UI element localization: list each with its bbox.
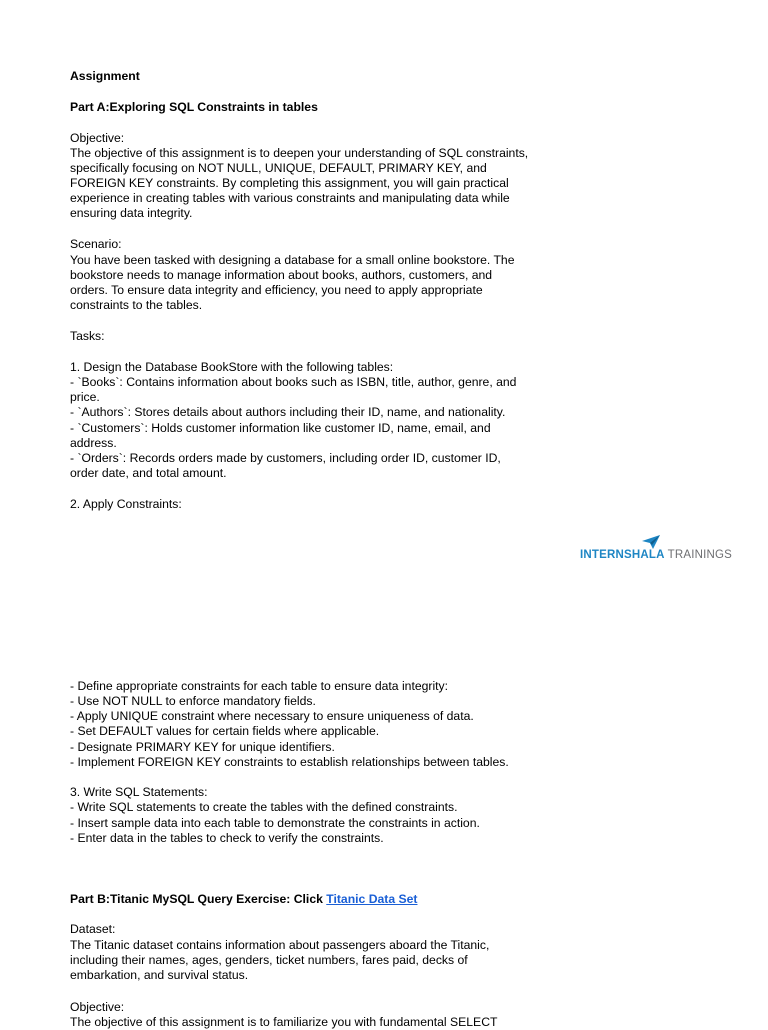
task1-line: price. <box>70 390 100 404</box>
part-b-heading <box>70 892 417 907</box>
objective-line: specifically focusing on NOT NULL, UNIQUE, DEFAULT, PRIMARY KEY, and <box>70 161 487 175</box>
task2-label: 2. Apply Constraints: <box>70 497 182 511</box>
task1-line: 1. Design the Database BookStore with the following tables: <box>70 360 394 374</box>
part-a-heading: Part A:Exploring SQL Constraints in tables <box>70 100 318 114</box>
dataset-line: including their names, ages, genders, ticket numbers, fares paid, decks of <box>70 953 468 967</box>
task2-line: - Implement FOREIGN KEY constraints to establish relationships between tables. <box>70 755 509 769</box>
part-b-heading-text: Part B:Titanic MySQL Query Exercise: Click <box>70 892 327 906</box>
task1-line: - `Books`: Contains information about books such as ISBN, title, author, genre, and <box>70 375 517 389</box>
titanic-dataset-link[interactable]: Titanic Data Set <box>326 892 418 906</box>
task3-line: 3. Write SQL Statements: <box>70 785 208 799</box>
objective-line: experience in creating tables with various constraints and manipulating data while <box>70 191 510 205</box>
scenario-line: bookstore needs to manage information about books, authors, customers, and <box>70 268 493 282</box>
task1-line: order date, and total amount. <box>70 466 227 480</box>
objective-label: Objective: <box>70 131 125 145</box>
part-b-objective-line: The objective of this assignment is to familiarize you with fundamental SELECT <box>70 1015 498 1029</box>
task2-line: - Define appropriate constraints for each table to ensure data integrity: <box>70 679 449 693</box>
task1-line: - `Orders`: Records orders made by customers, including order ID, customer ID, <box>70 451 501 465</box>
scenario-line: constraints to the tables. <box>70 298 203 312</box>
logo-suffix-text: TRAININGS <box>667 549 733 561</box>
task1-line: - `Customers`: Holds customer information like customer ID, name, email, and <box>70 421 491 435</box>
document-title: Assignment <box>70 69 140 83</box>
dataset-label: Dataset: <box>70 922 116 936</box>
task3-line: - Write SQL statements to create the tables with the defined constraints. <box>70 800 458 814</box>
tasks-label: Tasks: <box>70 329 105 343</box>
task2-line: - Set DEFAULT values for certain fields where applicable. <box>70 724 380 738</box>
scenario-line: You have been tasked with designing a database for a small online bookstore. The <box>70 253 515 267</box>
logo-brand-text: INTERNSHALA <box>580 549 665 561</box>
objective-line: ensuring data integrity. <box>70 206 193 220</box>
dataset-line: embarkation, and survival status. <box>70 968 249 982</box>
task1-line: address. <box>70 436 117 450</box>
objective-line: FOREIGN KEY constraints. By completing this assignment, you will gain practical <box>70 176 509 190</box>
scenario-label: Scenario: <box>70 237 122 251</box>
task1-line: - `Authors`: Stores details about authors including their ID, name, and nationality. <box>70 405 506 419</box>
task2-line: - Use NOT NULL to enforce mandatory fields. <box>70 694 316 708</box>
part-b-objective-label: Objective: <box>70 1000 125 1014</box>
task2-line: - Designate PRIMARY KEY for unique identifiers. <box>70 740 335 754</box>
dataset-line: The Titanic dataset contains information about passengers aboard the Titanic, <box>70 938 490 952</box>
task2-line: - Apply UNIQUE constraint where necessary to ensure uniqueness of data. <box>70 709 474 723</box>
paper-plane-icon <box>642 535 660 549</box>
logo-wordmark <box>580 549 732 561</box>
task3-line: - Insert sample data into each table to demonstrate the constraints in action. <box>70 816 480 830</box>
objective-line: The objective of this assignment is to deepen your understanding of SQL constraints, <box>70 146 529 160</box>
scenario-line: orders. To ensure data integrity and efficiency, you need to apply appropriate <box>70 283 483 297</box>
task3-line: - Enter data in the tables to check to verify the constraints. <box>70 831 384 845</box>
internshala-trainings-logo <box>580 535 733 565</box>
